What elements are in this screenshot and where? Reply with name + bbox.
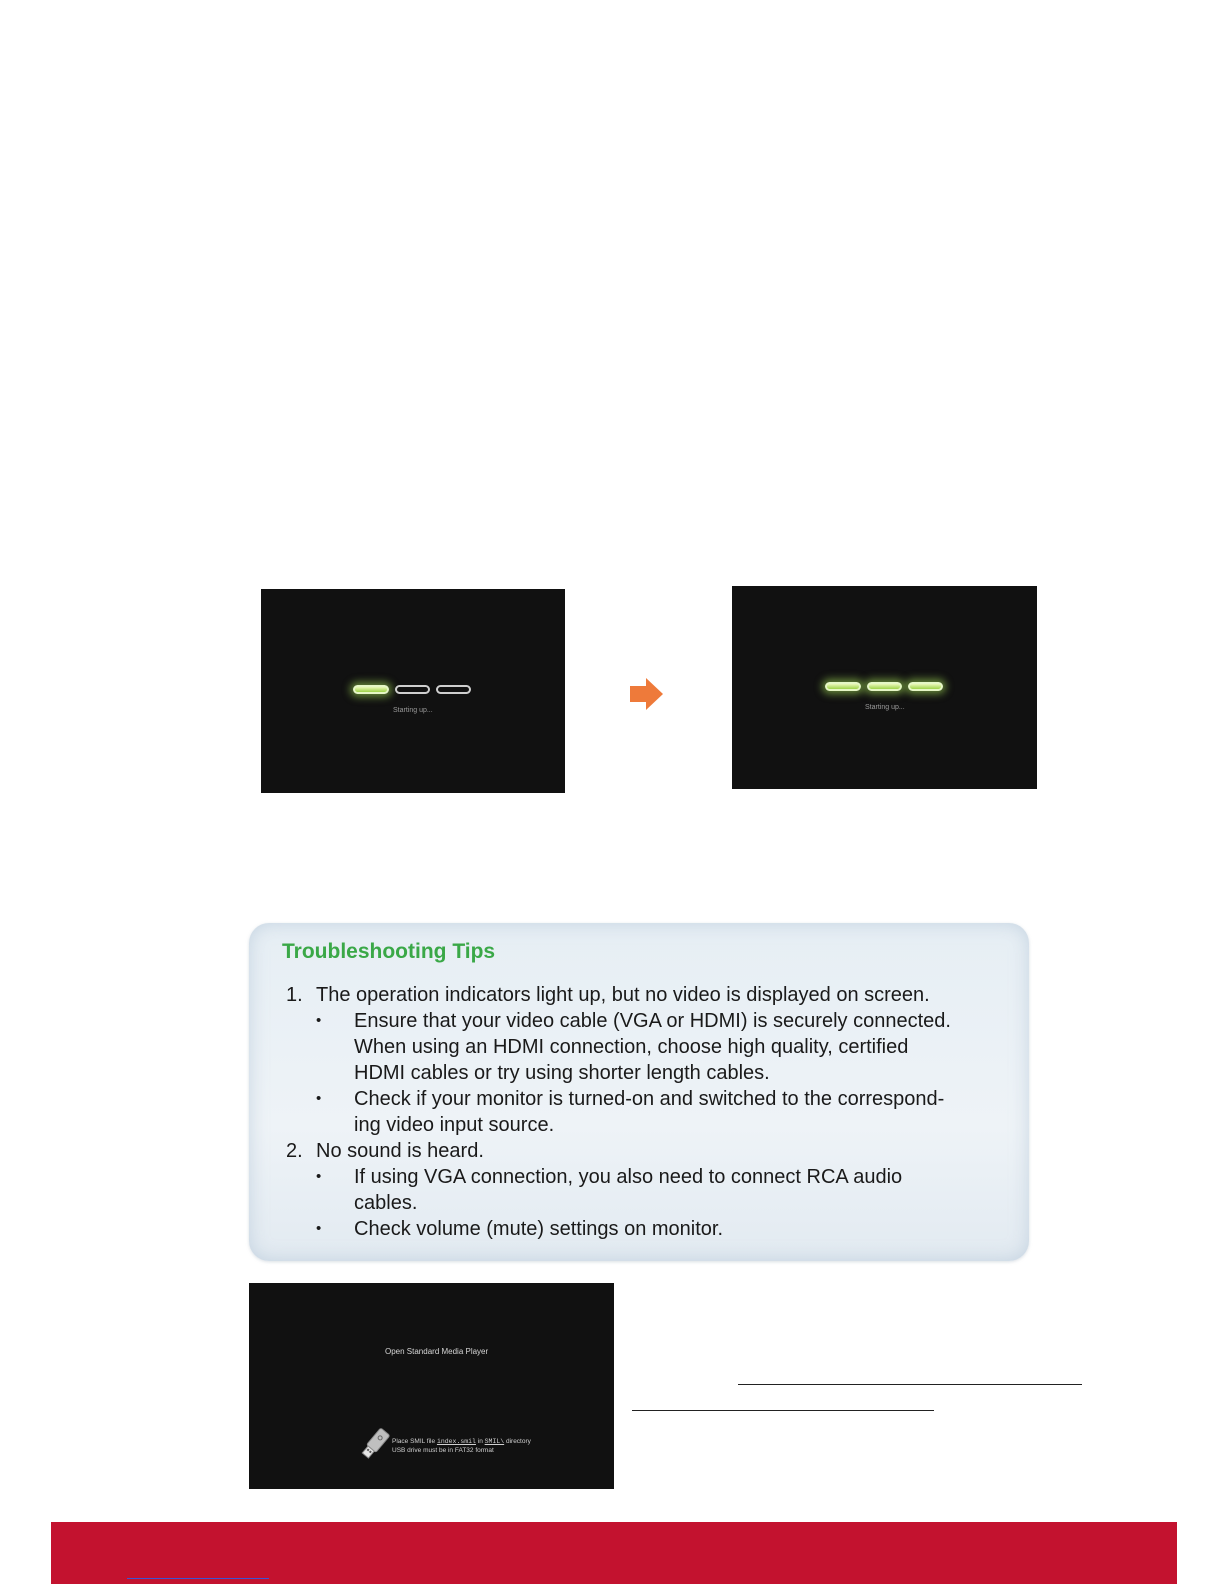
progress-segment-1: [825, 682, 861, 691]
usb-instruction-mid: in: [477, 1438, 483, 1445]
tip-number-2: 2.: [286, 1140, 303, 1162]
underline-rule-2: [632, 1410, 934, 1411]
underline-rule-1: [738, 1384, 1082, 1385]
tip-2-bullet-1-line-2: cables.: [354, 1192, 418, 1214]
progress-segment-3: [908, 682, 943, 691]
progress-segment-3: [436, 685, 471, 694]
bullet-icon: •: [316, 1090, 322, 1107]
bullet-icon: •: [316, 1012, 322, 1029]
startup-screen-initial: [261, 589, 565, 793]
tip-1-bullet-1-line-1: Ensure that your video cable (VGA or HDMI) is securely connected.: [354, 1010, 951, 1032]
usb-instruction-line-1: [392, 1437, 531, 1446]
progress-segment-1: [353, 685, 389, 694]
tip-2-bullet-2-line-1: Check volume (mute) settings on monitor.: [354, 1218, 724, 1240]
footer-link-underline[interactable]: [127, 1578, 269, 1579]
tips-title: Troubleshooting Tips: [282, 940, 496, 963]
footer-band: [51, 1522, 1177, 1584]
startup-caption: Starting up...: [393, 707, 433, 714]
media-player-title: Open Standard Media Player: [385, 1347, 489, 1356]
usb-instruction-dir: SMIL\: [484, 1438, 505, 1445]
arrow-right-icon: [630, 677, 664, 711]
tip-1-text: The operation indicators light up, but no video is displayed on screen.: [316, 984, 930, 1006]
bullet-icon: •: [316, 1168, 322, 1185]
progress-segment-2: [867, 682, 902, 691]
bullet-icon: •: [316, 1220, 322, 1237]
tip-1-bullet-2-line-2: ing video input source.: [354, 1114, 555, 1136]
tip-2-bullet-1-line-1: If using VGA connection, you also need to connect RCA audio: [354, 1166, 903, 1188]
usb-instruction-file: index.smil: [436, 1438, 476, 1445]
usb-drive-icon: [360, 1426, 390, 1462]
tip-number-1: 1.: [286, 984, 303, 1006]
tip-2-text: No sound is heard.: [316, 1140, 484, 1162]
tip-1-bullet-2-line-1: Check if your monitor is turned-on and switched to the correspond-: [354, 1088, 945, 1110]
startup-screen-complete: [732, 586, 1037, 789]
usb-instruction-line-2: USB drive must be in FAT32 format: [392, 1447, 494, 1454]
progress-segment-2: [395, 685, 430, 694]
usb-instruction-prefix: Place SMIL file: [392, 1438, 436, 1445]
media-player-screen: [249, 1283, 614, 1489]
tip-1-bullet-1-line-3: HDMI cables or try using shorter length cables.: [354, 1062, 770, 1084]
usb-instruction-suffix: directory: [505, 1438, 531, 1445]
tip-1-bullet-1-line-2: When using an HDMI connection, choose high quality, certified: [354, 1036, 909, 1058]
arrow-right-icon-shape: [630, 678, 663, 710]
startup-caption: Starting up...: [865, 704, 905, 711]
